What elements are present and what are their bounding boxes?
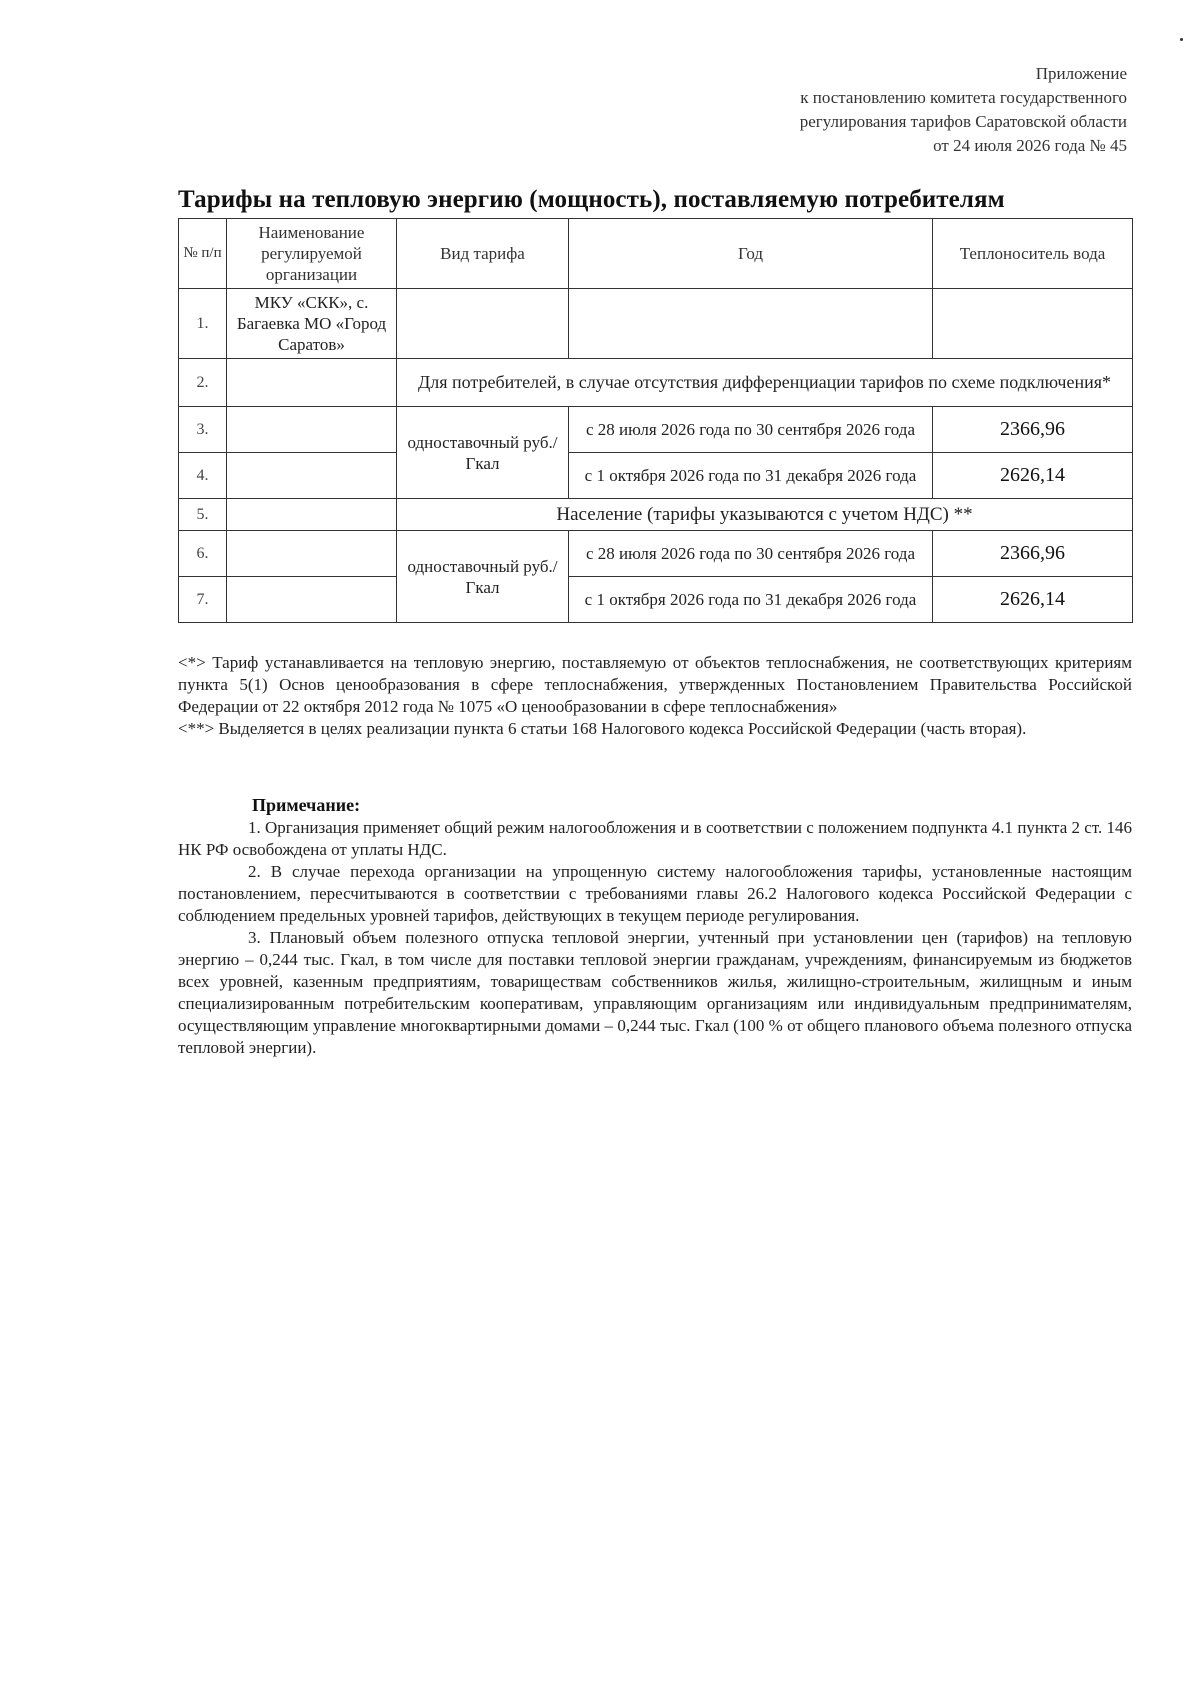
empty-cell	[227, 407, 397, 453]
organization-name: МКУ «СКК», с. Багаевка МО «Город Саратов»	[227, 289, 397, 359]
note-item: 1. Организация применяет общий режим налогообложения и в соответствии с положением подпункта 4.1 пункта 2 ст. 146 НК РФ освобождена от уплаты НДС.	[178, 818, 1132, 859]
consumers-section-label: Для потребителей, в случае отсутствия дифференциации тарифов по схеме подключения*	[397, 359, 1133, 407]
empty-cell	[569, 289, 933, 359]
period-cell: с 28 июля 2026 года по 30 сентября 2026 года	[569, 407, 933, 453]
period-cell: с 1 октября 2026 года по 31 декабря 2026 года	[569, 453, 933, 499]
tariff-value: 2366,96	[933, 407, 1133, 453]
row-number: 5.	[179, 499, 227, 531]
row-number: 7.	[179, 577, 227, 623]
period-cell: с 1 октября 2026 года по 31 декабря 2026 года	[569, 577, 933, 623]
empty-cell	[933, 289, 1133, 359]
table-row	[179, 577, 1133, 623]
tariff-type-cell: одноставочный руб./Гкал	[397, 407, 569, 499]
population-section-label: Население (тарифы указываются с учетом НДС) **	[397, 499, 1133, 531]
appendix-header	[800, 62, 1127, 158]
scan-speck	[1180, 38, 1183, 41]
table-row	[179, 453, 1133, 499]
table-row	[179, 407, 1133, 453]
table-row	[179, 499, 1133, 531]
row-number: 6.	[179, 531, 227, 577]
row-number: 3.	[179, 407, 227, 453]
empty-cell	[227, 531, 397, 577]
notes-heading: Примечание:	[252, 795, 361, 815]
table-row	[179, 359, 1133, 407]
tariff-value: 2626,14	[933, 577, 1133, 623]
empty-cell	[227, 499, 397, 531]
row-number: 1.	[179, 289, 227, 359]
appendix-line: к постановлению комитета государственного	[800, 88, 1127, 107]
appendix-line: Приложение	[1035, 64, 1127, 83]
footnote-single-asterisk: <*> Тариф устанавливается на тепловую энергию, поставляемую от объектов теплоснабжения, не соответствующих критериям пункта 5(1) Основ ценообразования в сфере теплоснабжения, утвержденных Постановлением Правительства Российской Федерации от 22 октября 2012 года № 1075 «О ценообразовании в сфере теплоснабжения»	[178, 653, 1132, 716]
header-organization: Наименование регулируемой организации	[227, 219, 397, 289]
footnotes	[178, 652, 1132, 740]
period-cell: с 28 июля 2026 года по 30 сентября 2026 года	[569, 531, 933, 577]
footnote-double-asterisk: <**> Выделяется в целях реализации пункта 6 статьи 168 Налогового кодекса Российской Федерации (часть вторая).	[178, 719, 1027, 738]
note-item: 2. В случае перехода организации на упрощенную систему налогообложения тарифы, установленные настоящим постановлением, пересчитываются в соответствии с требованиями главы 26.2 Налогового кодекса Российской Федерации с соблюдением предельных уровней тарифов, действующих в текущем периоде регулирования.	[178, 862, 1132, 925]
notes-section	[178, 793, 1132, 1059]
note-item: 3. Плановый объем полезного отпуска тепловой энергии, учтенный при установлении цен (тарифов) на тепловую энергию – 0,244 тыс. Гкал, в том числе для поставки тепловой энергии гражданам, учреждениям, финансируемым из бюджетов всех уровней, казенным предприятиям, товариществам собственников жилья, жилищно-строительным, жилищным и иным специализированным потребительским кооперативам, управляющим организациям или индивидуальным предпринимателям, осуществляющим управление многоквартирными домами – 0,244 тыс. Гкал (100 % от общего планового объема полезного отпуска тепловой энергии).	[178, 928, 1132, 1057]
empty-cell	[397, 289, 569, 359]
row-number: 4.	[179, 453, 227, 499]
tariff-type-cell: одноставочный руб./Гкал	[397, 531, 569, 623]
appendix-line: от 24 июля 2026 года № 45	[933, 136, 1127, 155]
appendix-line: регулирования тарифов Саратовской области	[799, 112, 1127, 131]
tariff-table	[178, 218, 1133, 623]
empty-cell	[227, 359, 397, 407]
header-number: № п/п	[179, 219, 227, 289]
table-row	[179, 289, 1133, 359]
header-year: Год	[569, 219, 933, 289]
empty-cell	[227, 453, 397, 499]
document-title: Тарифы на тепловую энергию (мощность), поставляемую потребителям	[178, 186, 1005, 213]
header-heat-carrier: Теплоноситель вода	[933, 219, 1133, 289]
empty-cell	[227, 577, 397, 623]
header-tariff-type: Вид тарифа	[397, 219, 569, 289]
table-header-row	[179, 219, 1133, 289]
row-number: 2.	[179, 359, 227, 407]
tariff-value: 2366,96	[933, 531, 1133, 577]
table-row	[179, 531, 1133, 577]
tariff-value: 2626,14	[933, 453, 1133, 499]
